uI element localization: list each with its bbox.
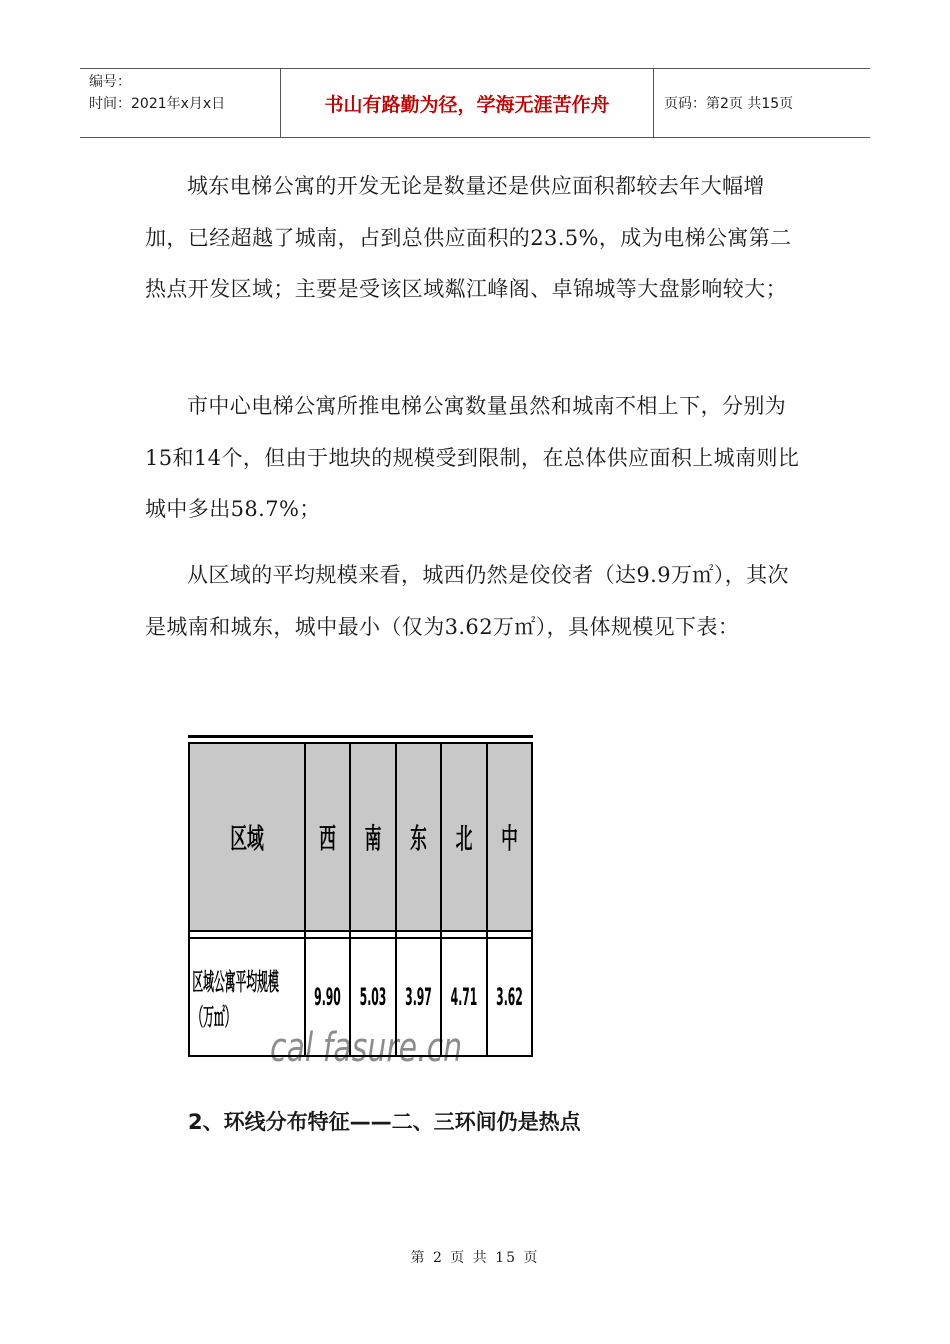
page-footer: 第 2 页 共 15 页 [410,1250,540,1266]
paragraph-2: 市中心电梯公寓所推电梯公寓数量虽然和城南不相上下，分别为15和14个，但由于地块的规模受到限制，在总体供应面积上城南则比城中多出58.7%； [145,394,800,521]
table-divider [304,744,306,1055]
row-label-cell: 区域公寓平均规模（万㎡） [192,968,279,1031]
time-label: 时间：2021年x月x日 [89,96,226,112]
value-cell-south: 5.03 [359,983,387,1011]
page-header [80,68,870,138]
table-divider [349,744,351,1055]
value-cell-east: 3.97 [405,983,432,1011]
header-cell-center: 中 [501,822,518,855]
table-watermark: cal fasure.cn [270,1025,463,1071]
table-divider [395,744,397,1055]
table-divider [531,744,533,1055]
paragraph-3: 从区域的平均规模来看，城西仍然是佼佼者（达9.9万㎡），其次是城南和城东，城中最小（仅为3.62万㎡），具体规模见下表： [145,563,789,639]
table-rule [188,735,533,738]
header-meta [80,69,281,137]
header-cell-east: 东 [410,822,427,855]
section-heading: 2、环线分布特征——二、三环间仍是热点 [188,1110,581,1134]
value-cell-center: 3.62 [496,983,523,1011]
table-divider [188,744,190,1055]
header-motto: 书山有路勤为径，学海无涯苦作舟 [281,69,654,137]
table-divider [486,744,488,1055]
table-rule [188,930,533,932]
header-cell-south: 南 [364,822,382,855]
header-page-info: 页码：第2页 共15页 [664,96,794,112]
paragraph-1: 城东电梯公寓的开发无论是数量还是供应面积都较去年大幅增加，已经超越了城南，占到总供应面积的23.5%，成为电梯公寓第二热点开发区域；主要是受该区域粼江峰阁、卓锦城等大盘影响较大； [145,174,792,301]
header-cell-region: 区域 [230,822,264,855]
header-cell-north: 北 [455,822,473,855]
value-cell-north: 4.71 [450,983,478,1011]
number-label: 编号： [89,74,131,90]
value-cell-west: 9.90 [314,983,341,1011]
header-cell-west: 西 [319,822,336,855]
region-scale-table [188,735,533,1063]
table-divider [440,744,442,1055]
